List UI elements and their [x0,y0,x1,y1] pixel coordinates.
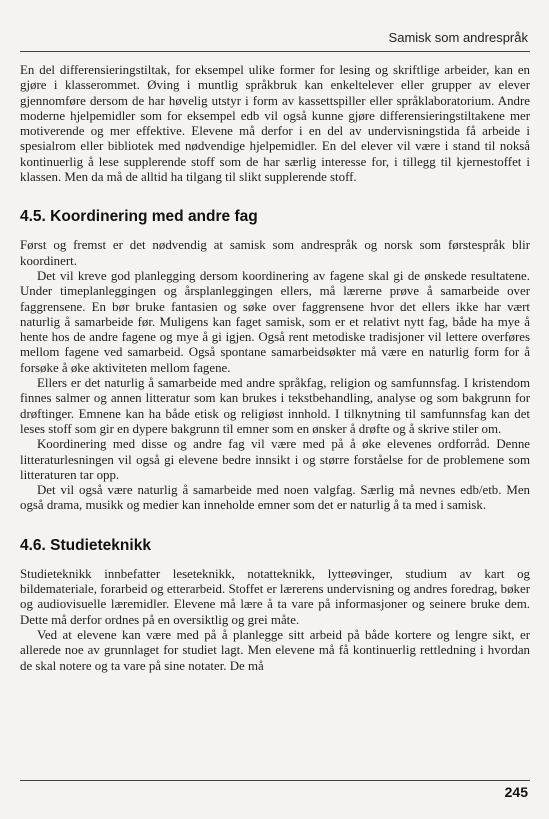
section-heading-4-6: 4.6. Studieteknikk [20,536,151,554]
section-4-5-paragraph: Det vil også være naturlig å samarbeide med noen valgfag. Særlig må nevnes edb/etb. Men også drama, musikk og medier kan inneholde emner som det er naturlig å ta med i samisk. [20,483,530,513]
section-4-6-paragraph: Ved at elevene kan være med på å planlegge sitt arbeid på både kortere og lengre sikt, er allerede noe av grunnlaget for studiet lagt. Men elevene må få kontinuerlig rettledning i hvordan de skal notere og ta vare på sine notater. De må [20,627,530,673]
section-4-5-paragraph: Først og fremst er det nødvendig at samisk som andrespråk og norsk som førstespråk blir koordinert. [20,238,530,268]
book-page [20,0,530,819]
section-4-5-paragraph: Det vil kreve god planlegging dersom koordinering av fagene skal gi de ønskede resultatene. Under timeplanleggingen og årsplanleggingen ellers, må lærerne prøve å samarbeide over faggrensene. En bør bruke fantasien og søke over faggrensene hvor det ellers ikke har vært naturlig å samarbeide før. Muligens kan faget samisk, som er et relativt nytt fag, både ha mye å hente hos de andre fagene og mye å gi igjen. Også rent metodiske tradisjoner vil lettere overføres mellom fagene ved samarbeid. Også spontane samarbeidsøkter må være en naturlig form for å forsøke å øke aktiviteten mellom fagene. [20,268,530,375]
section-4-5-paragraph: Ellers er det naturlig å samarbeide med andre språkfag, religion og samfunnsfag. I kristendom finnes salmer og annen litteratur som kan brukes i tekstbehandling, analyse og som bakgrunn for drøftinger. Emnene kan ha både etisk og religiøst innhold. I tilknytning til samfunnsfag kan det leses stoff som gir en dypere bakgrunn til emner som en ønsker å drøfte og å skrive stiler om. [20,376,530,436]
running-head: Samisk som andrespråk [388,30,528,45]
page-number: 245 [504,784,528,800]
section-heading-4-5: 4.5. Koordinering med andre fag [20,208,258,226]
header-rule [20,51,530,52]
section-4-6-paragraph: Studieteknikk innbefatter leseteknikk, notatteknikk, lytteøvinger, studium av kart og bildemateriale, forarbeid og etterarbeid. Stoffet er lærerens undervisning og andres foredrag, bøker og audiovisuelle læremidler. Elevene må lære å ta vare på informasjoner og seinere bruke dem. Dette må derfor ordnes på en oversiktlig og grei måte. [20,566,530,627]
page-body [20,63,530,674]
footer-rule [20,780,530,781]
intro-paragraph: En del differensieringstiltak, for eksempel ulike former for lesing og skriftlige arbeider, kan en gjøre i klasserommet. Øving i muntlig språkbruk kan enkeltelever eller grupper av elever gjennomføre dersom de har høvelig utstyr i form av kassettspiller eller språklaboratorium. Andre moderne hjelpemidler som for eksempel edb vil også kunne gjøre differensieringstiltakene mer motiverende og mer effektive. Elevene må derfor i en del av undervisningstida få arbeide i spesialrom eller bibliotek med nødvendige hjelpemidler. En del elever vil være i stand til nokså kontinuerlig å lese supplerende stoff som de har særlig interesse for, i tillegg til kjernestoffet i klassen. Men da må de alltid ha tilgang til slikt supplerende stoff. [20,63,530,185]
section-4-5-paragraph: Koordinering med disse og andre fag vil være med på å øke elevenes ordforråd. Denne litteraturlesningen vil også gi elevene bedre innsikt i og større forståelse for de problemene som litteraturen tar opp. [20,437,530,482]
